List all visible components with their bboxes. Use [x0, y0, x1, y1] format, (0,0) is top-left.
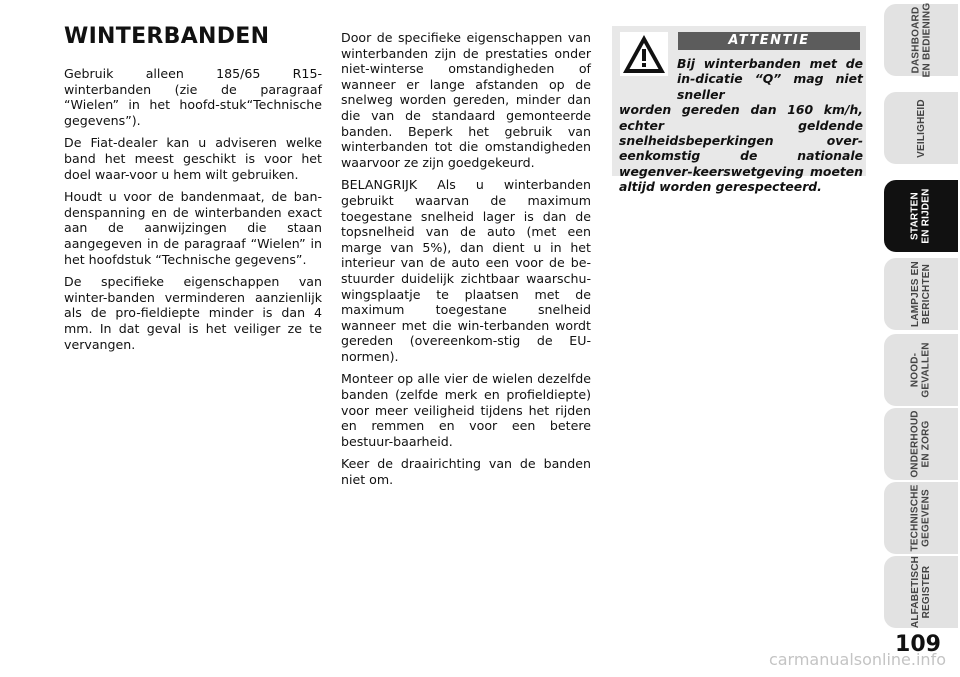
tab-technische-gegevens[interactable]: TECHNISCHE GEGEVENS	[884, 482, 958, 554]
tab-alfabetisch-register[interactable]: ALFABETISCH REGISTER	[884, 556, 958, 628]
page-title: WINTERBANDEN	[64, 24, 270, 49]
warning-text-first: Bij winterbanden met de in-dicatie “Q” mag niet sneller	[677, 56, 863, 102]
warning-box	[612, 26, 866, 195]
paragraph: Monteer op alle vier de wielen dezelfde banden (zelfde merk en profieldiepte) voor meer veiligheid tijdens het rijden en remmen en voor een betere bestuur-baarheid.	[341, 371, 591, 449]
paragraph: Door de specifieke eigenschappen van winterbanden zijn de prestaties onder niet-winterse omstandigheden of wanneer er lange afstanden op de snelweg worden gereden, minder dan die van de standaard gemonteerde banden. Beperk het gebruik van winterbanden tot die omstandigheden waarvoor ze zijn goedgekeurd.	[341, 30, 591, 170]
tab-dashboard[interactable]: DASHBOARD EN BEDIENING	[884, 4, 958, 76]
paragraph: Houdt u voor de bandenmaat, de ban-denspanning en de winterbanden exact aan de aanwijzingen die staan aangegeven in de paragraaf “Wielen” in het hoofdstuk “Technische gegevens”.	[64, 189, 322, 267]
paragraph: BELANGRIJK Als u winterbanden gebruikt waarvan de maximum toegestane snelheid lager is dan de topsnelheid van de auto (met een marge van 5%), dan dient u in het interieur van de auto een voor de be-stuurder duidelijk zichtbaar waarschu-wingsplaatje te plaatsen met de maximum toegestane snelheid wanneer met die win-terbanden wordt gereden (overeenkom-stig de EU-normen).	[341, 177, 591, 364]
tab-noodgevallen[interactable]: NOOD- GEVALLEN	[884, 334, 958, 406]
paragraph: Keer de draairichting van de banden niet om.	[341, 456, 591, 488]
paragraph: De Fiat-dealer kan u adviseren welke band het meest geschikt is voor het doel waar-voor u hem wilt gebruiken.	[64, 135, 322, 182]
middle-column	[341, 30, 591, 495]
tab-onderhoud-en-zorg[interactable]: ONDERHOUD EN ZORG	[884, 408, 958, 480]
watermark: carmanualsonline.info	[768, 650, 946, 669]
left-column	[64, 66, 322, 359]
attentie-label: ATTENTIE	[678, 32, 860, 50]
paragraph: De specifieke eigenschappen van winter-banden verminderen aanzienlijk als de pro-fieldiepte minder is dan 4 mm. In dat geval is het veiliger ze te vervangen.	[64, 274, 322, 352]
tab-starten-en-rijden[interactable]: STARTEN EN RIJDEN	[884, 180, 958, 252]
warning-text	[619, 56, 863, 195]
warning-text-rest: worden gereden dan 160 km/h, echter geldende snelheidsbeperkingen over-eenkomstig de nationale wegenver-keerswetgeving moeten altijd worden gerespecteerd.	[619, 102, 863, 195]
tab-lampjes-en-berichten[interactable]: LAMPJES EN BERICHTEN	[884, 258, 958, 330]
paragraph: Gebruik alleen 185/65 R15-winterbanden (zie de paragraaf “Wielen” in het hoofd-stuk“Technische gegevens”).	[64, 66, 322, 128]
page-number: 109	[895, 632, 941, 657]
tab-veiligheid[interactable]: VEILIGHEID	[884, 92, 958, 164]
